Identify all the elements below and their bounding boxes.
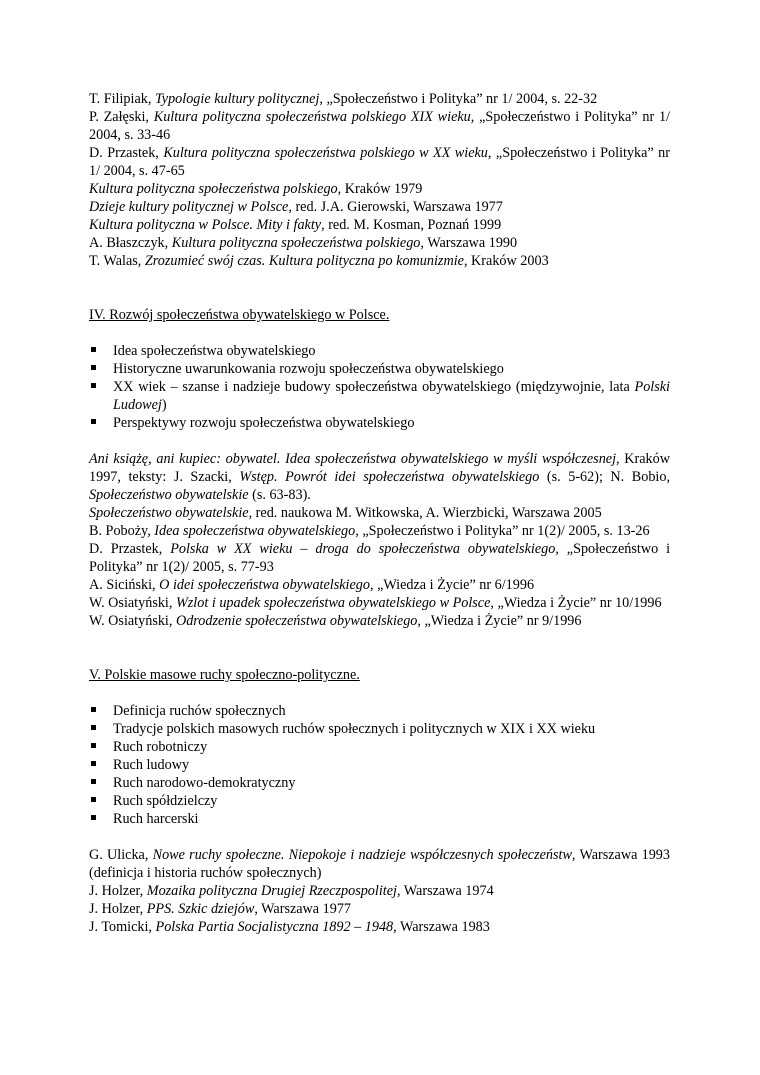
list-item: Idea społeczeństwa obywatelskiego <box>89 342 670 360</box>
biblio-entry: W. Osiatyński, Odrodzenie społeczeństwa obywatelskiego, „Wiedza i Życie” nr 9/1996 <box>89 613 582 629</box>
biblio-entry: Kultura polityczna społeczeństwa polskiego, Kraków 1979 <box>89 181 423 197</box>
list-item: Ruch spółdzielczy <box>89 792 670 810</box>
spacer <box>89 684 670 702</box>
list-item: Ruch harcerski <box>89 810 670 828</box>
biblio-entry: B. Poboży, Idea społeczeństwa obywatelskiego, „Społeczeństwo i Polityka” nr 1(2)/ 2005, s. 13-26 <box>89 523 650 539</box>
biblio-entry: W. Osiatyński, Wzlot i upadek społeczeństwa obywatelskiego w Polsce, „Wiedza i Życie” nr 10/1996 <box>89 595 662 611</box>
biblio-entry: T. Walas, Zrozumieć swój czas. Kultura polityczna po komunizmie, Kraków 2003 <box>89 253 549 269</box>
biblio-entry: G. Ulicka, Nowe ruchy społeczne. Niepokoje i nadzieje współczesnych społeczeństw, Warszawa 1993 (definicja i historia ruchów społecznych) <box>89 847 670 881</box>
biblio-entry: Ani książę, ani kupiec: obywatel. Idea społeczeństwa obywatelskiego w myśli współczesnej, Kraków 1997, teksty: J. Szacki, Wstęp. Powrót idei społeczeństwa obywatelskiego (s. 5-62); N. Bobio, Społeczeństwo obywatelskie (s. 63-83). <box>89 451 670 503</box>
spacer <box>89 288 670 306</box>
list-item: Historyczne uwarunkowania rozwoju społeczeństwa obywatelskiego <box>89 360 670 378</box>
section5-topic-list <box>89 702 670 828</box>
biblio-entry: J. Tomicki, Polska Partia Socjalistyczna 1892 – 1948, Warszawa 1983 <box>89 919 490 935</box>
section4-bibliography <box>89 450 670 630</box>
section3-bibliography <box>89 90 670 270</box>
biblio-entry: Kultura polityczna w Polsce. Mity i fakty, red. M. Kosman, Poznań 1999 <box>89 217 502 233</box>
section5-heading: V. Polskie masowe ruchy społeczno-polityczne. <box>89 667 360 683</box>
spacer <box>89 270 670 288</box>
biblio-entry: T. Filipiak, Typologie kultury politycznej, „Społeczeństwo i Polityka” nr 1/ 2004, s. 22-32 <box>89 91 598 107</box>
spacer <box>89 828 670 846</box>
spacer <box>89 648 670 666</box>
biblio-entry: D. Przastek, Polska w XX wieku – droga do społeczeństwa obywatelskiego, „Społeczeństwo i Polityka” nr 1(2)/ 2005, s. 77-93 <box>89 541 671 575</box>
list-item: Definicja ruchów społecznych <box>89 702 670 720</box>
biblio-entry: D. Przastek, Kultura polityczna społeczeństwa polskiego w XX wieku, „Społeczeństwo i Polityka” nr 1/ 2004, s. 47-65 <box>89 145 670 179</box>
list-item: XX wiek – szanse i nadzieje budowy społeczeństwa obywatelskiego (międzywojnie, lata Polski Ludowej) <box>89 378 670 414</box>
document-page <box>89 90 670 936</box>
biblio-entry: P. Załęski, Kultura polityczna społeczeństwa polskiego XIX wieku, „Społeczeństwo i Polityka” nr 1/ 2004, s. 33-46 <box>89 109 670 143</box>
spacer <box>89 432 670 450</box>
spacer <box>89 324 670 342</box>
list-item: Ruch narodowo-demokratyczny <box>89 774 670 792</box>
biblio-entry: A. Błaszczyk, Kultura polityczna społeczeństwa polskiego, Warszawa 1990 <box>89 235 518 251</box>
section4-topic-list <box>89 342 670 432</box>
section4-heading: IV. Rozwój społeczeństwa obywatelskiego w Polsce. <box>89 307 390 323</box>
biblio-entry: Dzieje kultury politycznej w Polsce, red. J.A. Gierowski, Warszawa 1977 <box>89 199 503 215</box>
list-item: Ruch ludowy <box>89 756 670 774</box>
biblio-entry: Społeczeństwo obywatelskie, red. naukowa M. Witkowska, A. Wierzbicki, Warszawa 2005 <box>89 505 602 521</box>
section5-bibliography <box>89 846 670 936</box>
list-item: Perspektywy rozwoju społeczeństwa obywatelskiego <box>89 414 670 432</box>
list-item: Ruch robotniczy <box>89 738 670 756</box>
spacer <box>89 630 670 648</box>
biblio-entry: J. Holzer, Mozaika polityczna Drugiej Rzeczpospolitej, Warszawa 1974 <box>89 883 494 899</box>
list-item: Tradycje polskich masowych ruchów społecznych i politycznych w XIX i XX wieku <box>89 720 670 738</box>
biblio-entry: J. Holzer, PPS. Szkic dziejów, Warszawa 1977 <box>89 901 352 917</box>
biblio-entry: A. Siciński, O idei społeczeństwa obywatelskiego, „Wiedza i Życie” nr 6/1996 <box>89 577 535 593</box>
